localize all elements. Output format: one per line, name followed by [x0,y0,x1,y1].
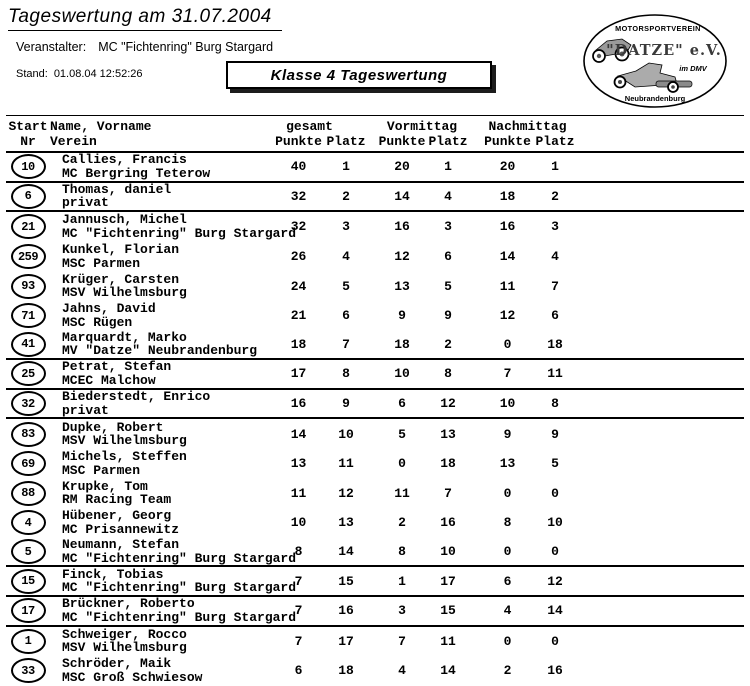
start-number-cell [6,658,50,683]
rider-club: MC "Fichtenring" Burg Stargard [62,609,297,625]
start-number-cell [6,274,50,299]
start-number-badge [11,214,46,239]
start-number: 259 [17,249,39,264]
vormittag-punkte-value: 7 [398,633,406,649]
rider-name: Biederstedt, Enrico [62,389,211,405]
nachmittag-punkte-value: 9 [503,426,512,442]
start-number-cell [6,629,50,654]
rider-cell [50,566,297,596]
vormittag-punkte-value: 9 [398,308,406,324]
vormittag-platz-value: 6 [444,249,452,265]
rider-cell [50,243,271,270]
col-group-gesamt: gesamt [286,119,333,134]
nachmittag-punkte-value: 10 [499,396,516,412]
start-number: 88 [21,486,35,501]
col-gesamt-platz: Platz [326,134,366,149]
vormittag-punkte-value: 16 [394,219,410,235]
start-number-badge [11,154,46,179]
gesamt-platz-value: 3 [342,219,350,235]
gesamt-punkte-value: 11 [290,485,307,501]
rider-club: privat [62,195,109,211]
gesamt-punkte-value: 10 [290,515,307,531]
results-table [6,115,744,686]
gesamt-punkte-value: 6 [294,663,303,679]
nachmittag-punkte-value: 11 [499,278,516,294]
table-row [6,301,744,331]
start-number-badge [11,451,46,476]
rider-name: Thomas, daniel [62,181,172,197]
table-row [6,390,744,420]
start-number-cell [6,481,50,506]
start-number: 15 [21,574,35,589]
nachmittag-platz-value: 4 [551,249,559,265]
nachmittag-punkte-value: 0 [503,544,512,560]
rider-cell [50,628,271,655]
table-row [6,153,744,183]
nachmittag-platz-value: 18 [547,336,563,352]
logo-club-type: MOTORSPORTVEREIN [615,24,701,33]
vormittag-platz-value: 5 [444,278,452,294]
col-vormittag-platz: Platz [428,134,468,149]
start-number: 69 [21,456,35,471]
vormittag-punkte-value: 6 [398,396,406,412]
nachmittag-punkte-value: 7 [503,366,512,382]
stand-line [16,68,143,80]
start-number-badge [11,510,46,535]
organizer-value: MC "Fichtenring" Burg Stargard [98,40,274,54]
nachmittag-platz-value: 0 [551,485,559,501]
start-number: 17 [21,603,35,618]
start-number: 1 [24,634,32,649]
col-start-line1: Start [8,119,48,134]
vormittag-punkte-value: 10 [394,366,410,382]
vormittag-punkte-value: 5 [398,426,406,442]
vormittag-platz-value: 16 [440,515,456,531]
vormittag-punkte-value: 11 [394,485,410,501]
start-number: 10 [21,159,35,174]
rider-club: MSC Rügen [62,314,133,330]
rider-cell [50,390,271,417]
rider-club: privat [62,402,109,418]
organizer-label: Veranstalter: [16,40,87,54]
rider-cell [50,450,271,477]
start-number-cell [6,510,50,535]
vormittag-punkte-value: 13 [394,278,410,294]
logo-club-name: "DATZE" e.V. [606,42,722,59]
gesamt-punkte-value: 26 [290,249,307,265]
vormittag-punkte-value: 4 [398,663,406,679]
stand-value: 01.08.04 12:52:26 [53,68,143,80]
col-name-line1: Name, Vorname [50,119,152,134]
nachmittag-punkte-value: 13 [499,456,516,472]
gesamt-punkte-value: 7 [294,573,303,589]
nachmittag-punkte-value: 14 [499,249,516,265]
rider-cell [50,302,271,329]
rider-name: Callies, Francis [62,152,187,168]
club-logo [580,10,730,110]
rider-club: MC Prisannewitz [62,521,180,537]
col-start-line2: Nr [20,134,36,149]
rider-cell [50,212,297,241]
rider-cell [50,480,271,507]
rider-name: Brückner, Roberto [62,596,195,612]
table-row [6,360,744,390]
table-row [6,508,744,538]
gesamt-platz-value: 8 [342,366,350,382]
gesamt-punkte-value: 8 [294,544,303,560]
gesamt-punkte-value: 32 [290,188,307,204]
gesamt-punkte-value: 17 [290,366,307,382]
nachmittag-platz-value: 2 [551,188,559,204]
start-number: 6 [24,189,32,204]
nachmittag-punkte-value: 0 [503,336,512,352]
rider-cell [50,421,271,448]
start-number-badge [11,391,46,416]
table-row [6,538,744,568]
col-group-nachmittag: Nachmittag [488,119,567,134]
rider-club: MSV Wilhelmsburg [62,433,187,449]
nachmittag-platz-value: 6 [551,308,559,324]
gesamt-punkte-value: 16 [290,396,307,412]
rider-name: Petrat, Stefan [62,359,172,375]
col-nachmittag-platz: Platz [535,134,575,149]
table-row [6,212,744,242]
nachmittag-platz-value: 16 [547,663,563,679]
gesamt-punkte-value: 14 [290,426,307,442]
rider-name: Schweiger, Rocco [62,626,187,642]
gesamt-platz-value: 9 [342,396,350,412]
vormittag-platz-value: 15 [440,603,456,619]
rider-club: RM Racing Team [62,492,172,508]
table-row [6,479,744,509]
vormittag-punkte-value: 3 [398,603,406,619]
table-row [6,656,744,686]
rider-club: MC "Fichtenring" Burg Stargard [62,225,297,241]
nachmittag-platz-value: 0 [551,544,559,560]
col-gesamt-punkte: Punkte [275,134,322,149]
nachmittag-platz-value: 12 [547,573,563,589]
nachmittag-platz-value: 1 [551,159,559,175]
start-number-badge [11,629,46,654]
start-number-cell [6,598,50,623]
rider-name: Krüger, Carsten [62,271,180,287]
vormittag-platz-value: 2 [444,336,452,352]
gesamt-punkte-value: 7 [294,633,303,649]
nachmittag-punkte-value: 0 [503,485,512,501]
gesamt-punkte-value: 18 [290,336,307,352]
logo-dmv-label: im DMV [679,64,707,73]
gesamt-platz-value: 13 [338,515,354,531]
nachmittag-punkte-value: 16 [499,219,516,235]
gesamt-platz-value: 5 [342,278,350,294]
results-rows [6,153,744,686]
col-group-vormittag: Vormittag [386,119,458,134]
vormittag-punkte-value: 14 [394,188,410,204]
rider-name: Neumann, Stefan [62,537,180,553]
page-title: Tageswertung am 31.07.2004 [8,6,282,31]
stand-label: Stand: [16,68,48,80]
rider-name: Dupke, Robert [62,419,164,435]
start-number: 71 [21,308,35,323]
rider-cell [50,537,297,566]
vormittag-platz-value: 3 [444,219,452,235]
nachmittag-platz-value: 11 [547,366,563,382]
start-number: 83 [21,427,35,442]
table-row [6,419,744,449]
start-number-cell [6,244,50,269]
rider-cell [50,509,271,536]
rider-club: MC Bergring Teterow [62,165,211,181]
nachmittag-punkte-value: 2 [503,663,512,679]
table-row [6,597,744,627]
vormittag-platz-value: 9 [444,308,452,324]
start-number-badge [11,569,46,594]
rider-cell [50,153,271,180]
vormittag-punkte-value: 1 [398,573,406,589]
start-number-badge [11,303,46,328]
table-row [6,567,744,597]
start-number-cell [6,303,50,328]
table-row [6,242,744,272]
rider-club: MC "Fichtenring" Burg Stargard [62,580,297,596]
vormittag-punkte-value: 12 [394,249,410,265]
col-vormittag-punkte: Punkte [378,134,426,149]
gesamt-platz-value: 12 [338,485,354,501]
vormittag-platz-value: 8 [444,366,452,382]
gesamt-punkte-value: 32 [290,219,307,235]
start-number-cell [6,214,50,239]
gesamt-platz-value: 10 [338,426,354,442]
vormittag-punkte-value: 8 [398,544,406,560]
start-number-badge [11,274,46,299]
vormittag-punkte-value: 20 [394,159,410,175]
nachmittag-platz-value: 10 [547,515,563,531]
rider-name: Jahns, David [62,301,156,317]
nachmittag-platz-value: 14 [547,603,563,619]
gesamt-platz-value: 7 [342,336,350,352]
rider-club: MSC Parmen [62,255,141,271]
start-number-badge [11,361,46,386]
vormittag-platz-value: 1 [444,159,452,175]
rider-name: Kunkel, Florian [62,242,180,258]
start-number: 33 [21,663,35,678]
nachmittag-platz-value: 9 [551,426,559,442]
rider-cell [50,273,271,300]
rider-cell [50,596,297,625]
vormittag-platz-value: 18 [440,456,456,472]
start-number: 4 [24,515,32,530]
rider-name: Jannusch, Michel [62,212,187,228]
start-number-badge [11,598,46,623]
gesamt-punkte-value: 13 [290,456,307,472]
organizer-line [16,40,273,54]
start-number-cell [6,569,50,594]
table-header [6,116,744,153]
start-number: 5 [24,544,32,559]
gesamt-punkte-value: 40 [290,159,307,175]
start-number-badge [11,332,46,357]
start-number-cell [6,451,50,476]
nachmittag-platz-value: 7 [551,278,559,294]
vormittag-platz-value: 12 [440,396,456,412]
nachmittag-punkte-value: 18 [499,188,516,204]
vormittag-platz-value: 13 [440,426,456,442]
vormittag-platz-value: 17 [440,573,456,589]
vormittag-platz-value: 10 [440,544,456,560]
start-number-badge [11,422,46,447]
rider-name: Finck, Tobias [62,566,164,582]
nachmittag-punkte-value: 4 [503,603,512,619]
rider-cell [50,331,271,358]
start-number-cell [6,361,50,386]
gesamt-platz-value: 6 [342,308,350,324]
start-number-cell [6,391,50,416]
vormittag-platz-value: 4 [444,188,452,204]
rider-cell [50,360,271,387]
table-row [6,271,744,301]
logo-city: Neubrandenburg [624,94,686,103]
gesamt-platz-value: 11 [338,456,354,472]
start-number-badge [11,539,46,564]
vormittag-punkte-value: 18 [394,336,410,352]
rider-name: Hübener, Georg [62,508,172,524]
start-number-badge [11,481,46,506]
gesamt-platz-value: 1 [342,159,350,175]
nachmittag-platz-value: 5 [551,456,559,472]
start-number: 21 [21,219,35,234]
start-number: 25 [21,366,35,381]
class-title-box [226,61,492,89]
gesamt-punkte-value: 24 [290,278,307,294]
vormittag-punkte-value: 2 [398,515,406,531]
nachmittag-punkte-value: 6 [503,573,512,589]
rider-cell [50,183,271,210]
vormittag-platz-value: 7 [444,485,452,501]
rider-cell [50,657,271,684]
class-title: Klasse 4 Tageswertung [270,66,448,84]
vormittag-punkte-value: 0 [398,456,406,472]
start-number-cell [6,422,50,447]
gesamt-platz-value: 18 [338,663,354,679]
nachmittag-platz-value: 0 [551,633,559,649]
nachmittag-punkte-value: 0 [503,633,512,649]
vormittag-platz-value: 11 [440,633,456,649]
gesamt-punkte-value: 7 [294,603,303,619]
start-number: 93 [21,279,35,294]
rider-name: Marquardt, Marko [62,329,187,345]
table-row [6,449,744,479]
rider-name: Krupke, Tom [62,478,148,494]
gesamt-platz-value: 2 [342,188,350,204]
rider-club: MSV Wilhelmsburg [62,640,187,656]
col-name-line2: Verein [50,134,97,149]
start-number-badge [11,244,46,269]
gesamt-platz-value: 4 [342,249,350,265]
gesamt-platz-value: 14 [338,544,354,560]
nachmittag-platz-value: 8 [551,396,559,412]
start-number-cell [6,154,50,179]
table-row [6,627,744,657]
start-number-badge [11,184,46,209]
start-number-cell [6,332,50,357]
vormittag-platz-value: 14 [440,663,456,679]
table-row [6,331,744,361]
rider-club: MCEC Malchow [62,372,156,388]
rider-club: MC "Fichtenring" Burg Stargard [62,550,297,566]
rider-club: MSC Parmen [62,462,141,478]
table-row [6,183,744,213]
rider-club: MSC Groß Schwiesow [62,669,203,685]
start-number-badge [11,658,46,683]
start-number-cell [6,184,50,209]
rider-name: Schröder, Maik [62,656,172,672]
start-number-cell [6,539,50,564]
start-number: 41 [21,337,35,352]
gesamt-platz-value: 15 [338,573,354,589]
rider-club: MV "Datze" Neubrandenburg [62,343,258,359]
gesamt-platz-value: 17 [338,633,354,649]
gesamt-punkte-value: 21 [290,308,307,324]
nachmittag-punkte-value: 8 [503,515,512,531]
col-nachmittag-punkte: Punkte [484,134,531,149]
nachmittag-punkte-value: 20 [499,159,516,175]
start-number: 32 [21,396,35,411]
rider-name: Michels, Steffen [62,449,187,465]
nachmittag-punkte-value: 12 [499,308,516,324]
rider-club: MSV Wilhelmsburg [62,285,187,301]
gesamt-platz-value: 16 [338,603,354,619]
nachmittag-platz-value: 3 [551,219,559,235]
